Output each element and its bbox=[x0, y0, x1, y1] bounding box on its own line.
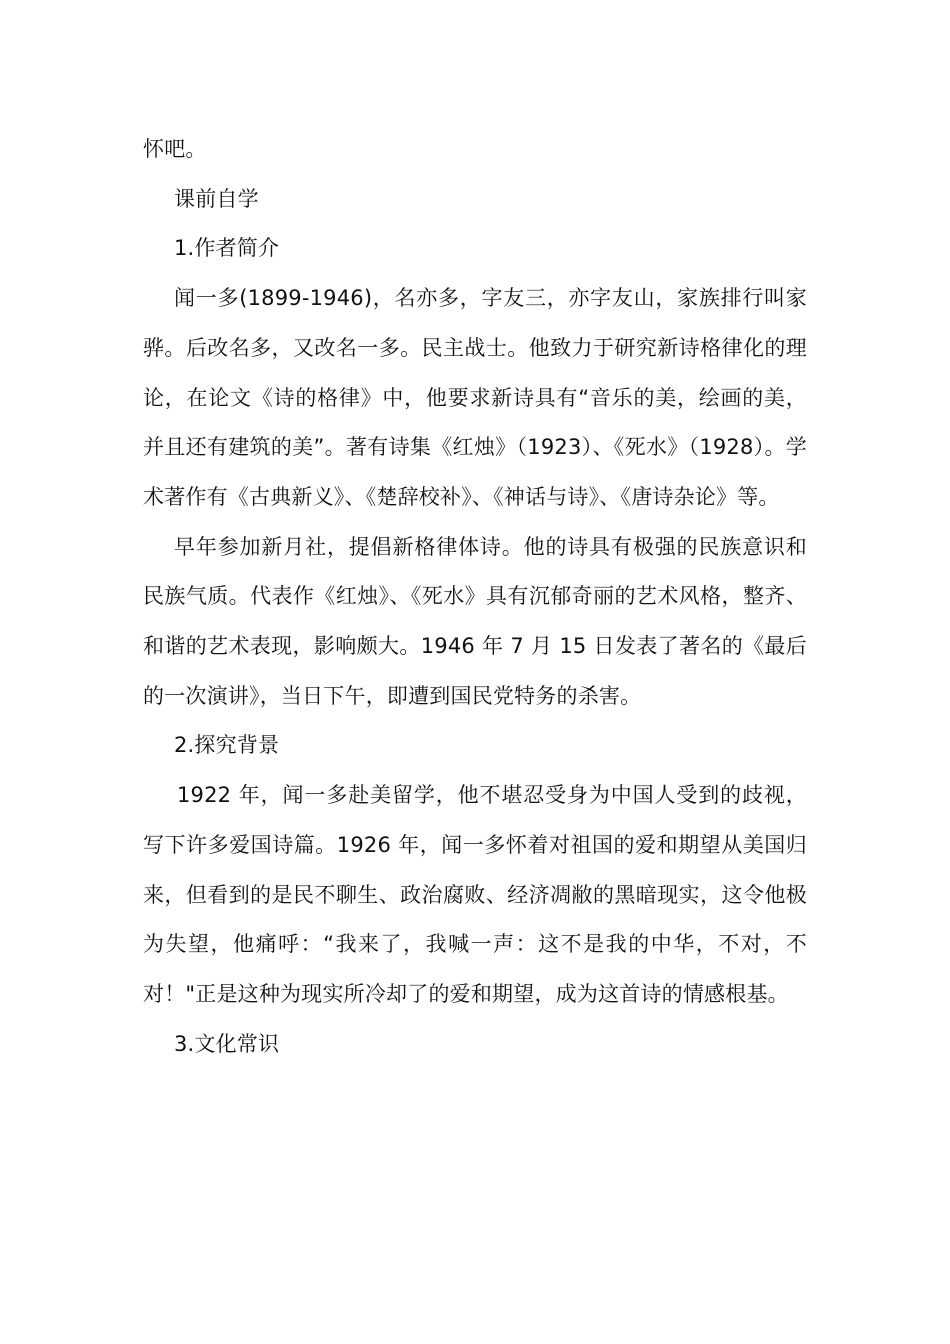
section-heading-pre-class-study: 课前自学 bbox=[174, 186, 259, 211]
subheading-cultural-knowledge: 3.文化常识 bbox=[174, 1031, 280, 1056]
document-body bbox=[143, 125, 807, 1069]
subheading-background: 2.探究背景 bbox=[174, 733, 280, 758]
paragraph-background: 1922 年，闻一多赴美留学，他不堪忍受身为中国人受到的歧视，写下许多爱国诗篇。1926 年，闻一多怀着对祖国的爱和期望从美国归来，但看到的是民不聊生、政治腐败、经济凋敝的黑暗现实，这令他极为失望，他痛呼：“我来了，我喊一声：这不是我的中华，不对，不对！"正是这种为现实所冷却了的爱和期望，成为这首诗的情感根基。 bbox=[143, 783, 807, 1006]
paragraph-continuation: 怀吧。 bbox=[143, 137, 207, 161]
paragraph-author-bio: 闻一多(1899-1946)，名亦多，字友三，亦字友山，家族排行叫家骅。后改名多，又改名一多。民主战士。他致力于研究新诗格律化的理论，在论文《诗的格律》中，他要求新诗具有“音乐的美，绘画的美，并且还有建筑的美”。著有诗集《红烛》（1923）、《死水》（1928）。学术著作有《古典新义》、《楚辞校补》、《神话与诗》、《唐诗杂论》等。 bbox=[143, 286, 807, 509]
subheading-author-intro: 1.作者简介 bbox=[174, 236, 280, 261]
paragraph-author-career: 早年参加新月社，提倡新格律体诗。他的诗具有极强的民族意识和民族气质。代表作《红烛》、《死水》具有沉郁奇丽的艺术风格，整齐、和谐的艺术表现，影响颇大。1946 年 7 月 15 日发表了著名的《最后的一次演讲》，当日下午，即遭到国民党特务的杀害。 bbox=[143, 534, 807, 708]
